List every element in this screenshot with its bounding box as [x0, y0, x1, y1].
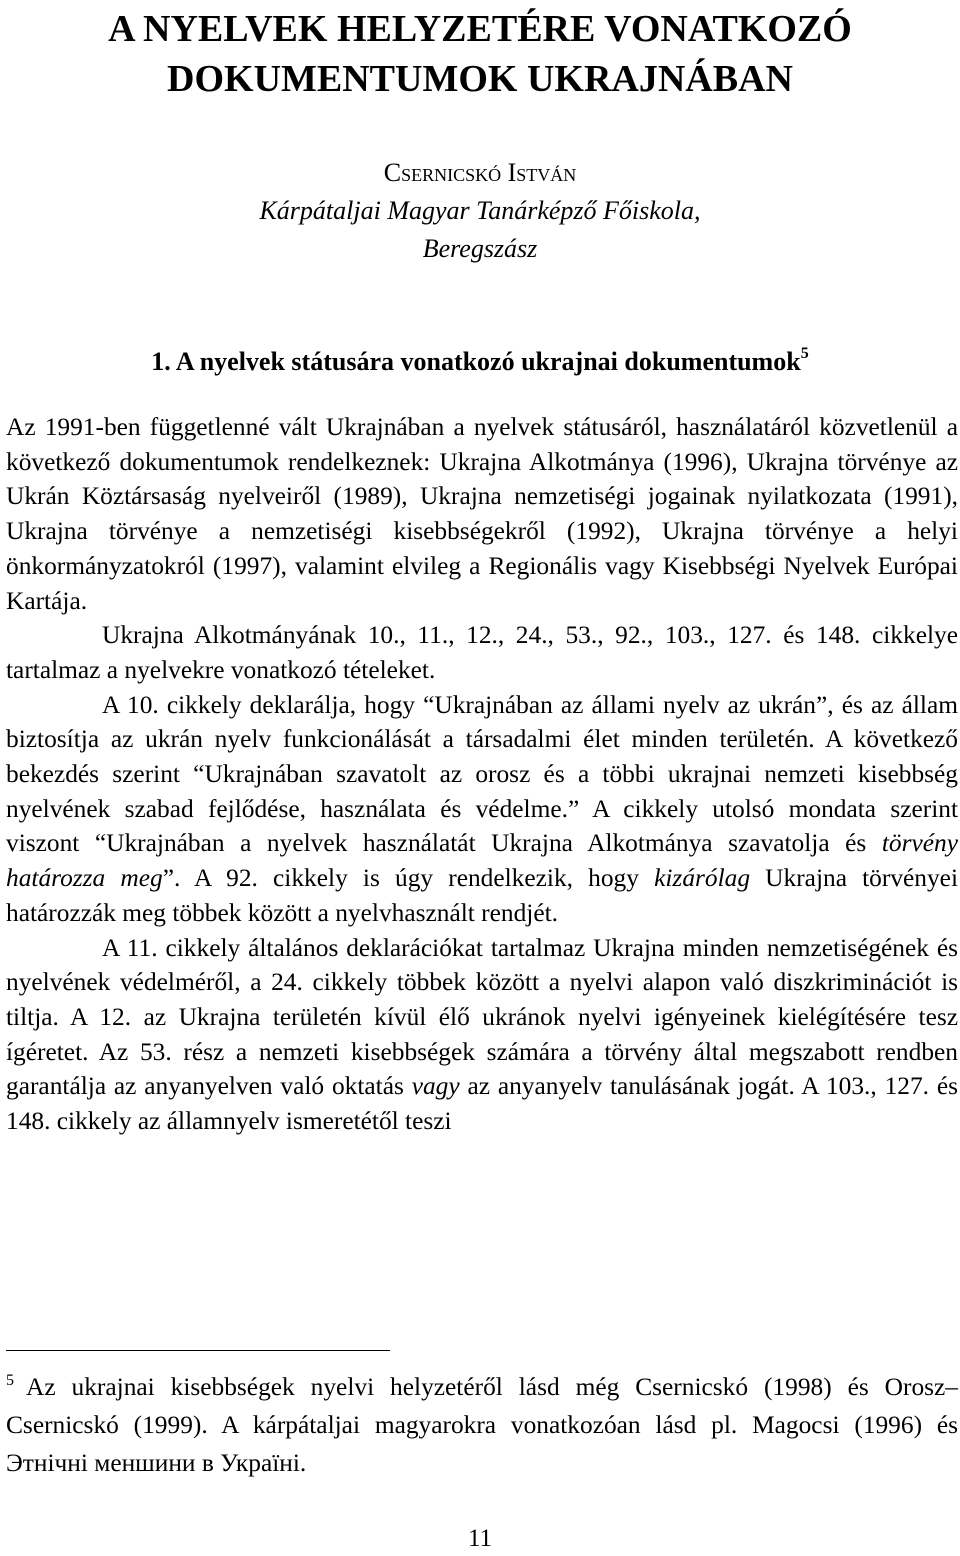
paragraph-1: Az 1991-ben függetlenné vált Ukrajnában a nyelvek státusáról, használatáról közvetlenül a következő dokumentumok rendelkeznek: Ukrajna Alkotmánya (1996), Ukrajna törvénye az Ukrán Köztársaság nyelveiről (1989), Ukrajna nemzetiségi jogainak nyilatkozata (1991), Ukrajna törvénye a nemzetiségi kisebbségekről (1992), Ukrajna törvénye a helyi önkormányzatokról (1997), valamint elvileg a Regionális vagy Kisebbségi Nyelvek Európai Kartája.: [6, 413, 958, 615]
page-number: 11: [467, 1525, 493, 1552]
section-heading: [0, 334, 960, 382]
paragraph-3-emphasis-1: törvény határozza meg: [6, 829, 958, 893]
paragraph-3-part-3: Ukrajna törvényei határozzák meg többek között a nyelvhasznált rendjét.: [6, 864, 958, 927]
section-heading-text: 1. A nyelvek státusára vonatkozó ukrajnai dokumentumok: [151, 347, 801, 376]
footnote-mark: 5: [6, 1372, 14, 1389]
footnote-reference[interactable]: 5: [800, 345, 809, 362]
title-line-2: DOKUMENTUMOK UKRAJNÁBAN: [167, 58, 793, 100]
body-text: [6, 410, 958, 1139]
paragraph-3-emphasis-2: kizárólag: [654, 864, 751, 893]
paragraph-3-part-1: A 10. cikkely deklarálja, hogy “Ukrajnában az állami nyelv az ukrán”, és az állam biztosítja az ukrán nyelv funkcionálását a társadalmi élet minden területén. A következő bekezdés szerint “Ukrajnában szavatolt az orosz és a többi ukrajnai nemzeti kisebbség nyelvének szabad fejlődése, használata és védelme.” A cikkely utolsó mondata szerint viszont “Ukrajnában a nyelvek használatát Ukrajna Alkotmánya szavatolja és: [6, 690, 958, 858]
author-affiliation-line-1: Kárpátaljai Magyar Tanárképző Főiskola,: [259, 196, 701, 225]
paragraph-3: [6, 688, 958, 931]
author-affiliation-line-2: Beregszász: [422, 234, 538, 263]
footnote-divider: [6, 1350, 390, 1351]
paragraph-4-emphasis: vagy: [411, 1072, 460, 1101]
article-title: [0, 4, 960, 104]
footnote: [6, 1362, 958, 1482]
paragraph-4: [6, 931, 958, 1139]
paragraph-4-part-2: az anyanyelv tanulásának jogát. A 103., 127. és 148. cikkely az államnyelv ismeretétől teszi: [6, 1072, 958, 1136]
paragraph-3-part-2: ”. A 92. cikkely is úgy rendelkezik, hogy: [162, 864, 655, 893]
paragraph-4-part-1: A 11. cikkely általános deklarációkat tartalmaz Ukrajna minden nemzetiségének és nyelvének védelméről, a 24. cikkely többek között a nyelvi alapon való diszkriminációt is tiltja. A 12. az Ukrajna területén kívül élő ukránok nyelvi igényeinek kielégítésére tesz ígéretet. Az 53. rész a nemzeti kisebbségek számára a törvény által megszabott rendben garantálja az anyanyelven való oktatás: [6, 933, 958, 1101]
footnote-text: Az ukrajnai kisebbségek nyelvi helyzetéről lásd még Csernicskó (1998) és Orosz–Csernicskó (1999). A kárpátaljai magyarokra vonatkozóan lásd pl. Magocsi (1996) és Этнічні меншини в Україні.: [6, 1373, 958, 1477]
title-line-1: A NYELVEK HELYZETÉRE VONATKOZÓ: [108, 8, 852, 50]
paragraph-2: Ukrajna Alkotmányának 10., 11., 12., 24., 53., 92., 103., 127. és 148. cikkelye tartalmaz a nyelvekre vonatkozó tételeket.: [6, 621, 958, 684]
author-name: Csernicskó István: [383, 158, 577, 187]
